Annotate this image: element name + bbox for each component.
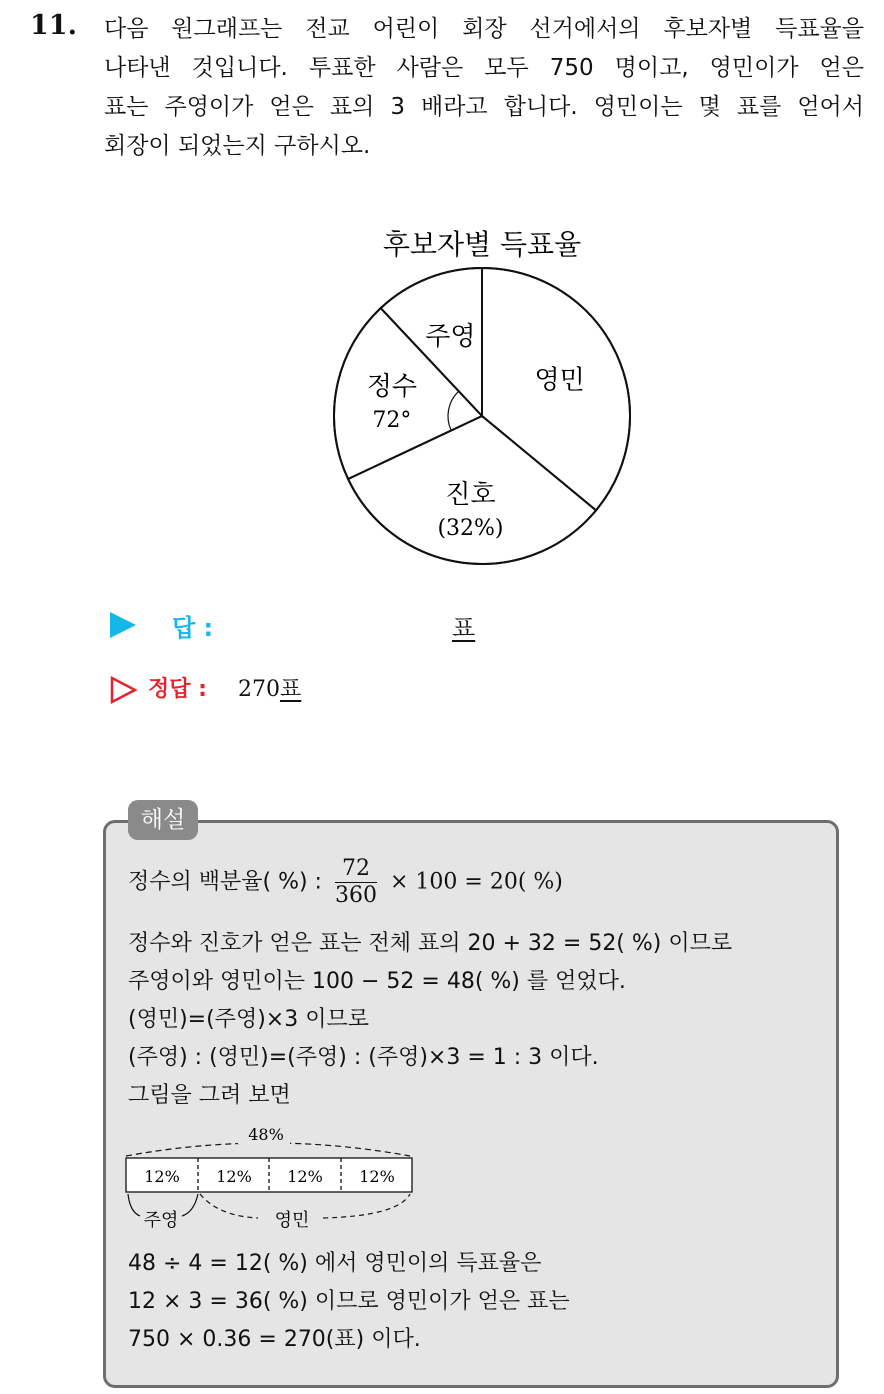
pie-sublabel-진호: (32%): [437, 516, 504, 542]
question-text: [104, 10, 864, 166]
explanation-tag: 해설: [128, 800, 198, 840]
bar-segment-label: 12%: [216, 1167, 252, 1186]
answer-unit: 표: [452, 614, 476, 642]
exp-line1-suffix: × 100 = 20( %): [389, 869, 563, 895]
correct-arrow-icon: [110, 676, 138, 704]
chart-title: 후보자별 득표율: [382, 228, 582, 261]
exp-line1-prefix: 정수의 백분율( %) :: [128, 869, 322, 895]
pie-sublabel-정수: 72°: [372, 407, 412, 433]
fraction-denominator: 360: [334, 883, 377, 908]
bar-segment-label: 12%: [144, 1167, 180, 1186]
correct-unit: 표: [280, 677, 302, 702]
bar-segment-label: 12%: [359, 1167, 395, 1186]
bar-segment-label: 12%: [287, 1167, 323, 1186]
correct-answer-row: [110, 672, 510, 712]
pie-label-진호: 진호: [445, 480, 496, 511]
question-line: 표는 주영이가 얻은 표의 3 배라고 합니다. 영민이는 몇 표를 얻어서: [104, 94, 864, 120]
segment-bar-diagram: [118, 1120, 428, 1238]
question-line: 나타낸 것입니다. 투표한 사람은 모두 750 명이고, 영민이가 얻은: [104, 55, 864, 81]
left-brace-label: 주영: [143, 1210, 179, 1231]
pie-label-정수: 정수: [366, 371, 417, 402]
explanation-line-9: 750 × 0.36 = 270(표) 이다.: [128, 1327, 421, 1352]
right-brace-label: 영민: [274, 1210, 310, 1231]
answer-label: 답 :: [172, 614, 214, 642]
question-line: 회장이 되었는지 구하시오.: [104, 133, 371, 159]
pie-label-주영: 주영: [425, 322, 476, 353]
pie-chart: [320, 220, 650, 590]
correct-label: 정답 :: [148, 677, 207, 702]
explanation-line-5: (주영) : (영민)=(주영) : (주영)×3 = 1 : 3 이다.: [128, 1045, 599, 1070]
total-label: 48%: [248, 1125, 284, 1144]
explanation-line-2: 정수와 진호가 얻은 표는 전체 표의 20 + 32 = 52( %) 이므로: [128, 931, 733, 956]
explanation-line-8: 12 × 3 = 36( %) 이므로 영민이가 얻은 표는: [128, 1289, 570, 1314]
explanation-line-1: [128, 856, 563, 909]
question-number: 11.: [30, 10, 77, 41]
question-line: 다음 원그래프는 전교 어린이 회장 선거에서의 후보자별 득표율을: [104, 16, 864, 42]
correct-number: 270: [238, 677, 280, 702]
pie-label-영민: 영민: [534, 365, 585, 396]
answer-arrow-icon: [110, 612, 136, 638]
explanation-line-3: 주영이와 영민이는 100 − 52 = 48( %) 를 얻었다.: [128, 969, 626, 994]
explanation-line-4: (영민)=(주영)×3 이므로: [128, 1007, 369, 1032]
answer-row: [110, 608, 510, 648]
explanation-line-6: 그림을 그려 보면: [128, 1083, 291, 1108]
fraction-numerator: 72: [335, 856, 377, 883]
explanation-line-7: 48 ÷ 4 = 12( %) 에서 영민이의 득표율은: [128, 1251, 542, 1276]
correct-value: [238, 672, 301, 703]
fraction: [335, 856, 377, 909]
total-brace: [126, 1143, 410, 1156]
